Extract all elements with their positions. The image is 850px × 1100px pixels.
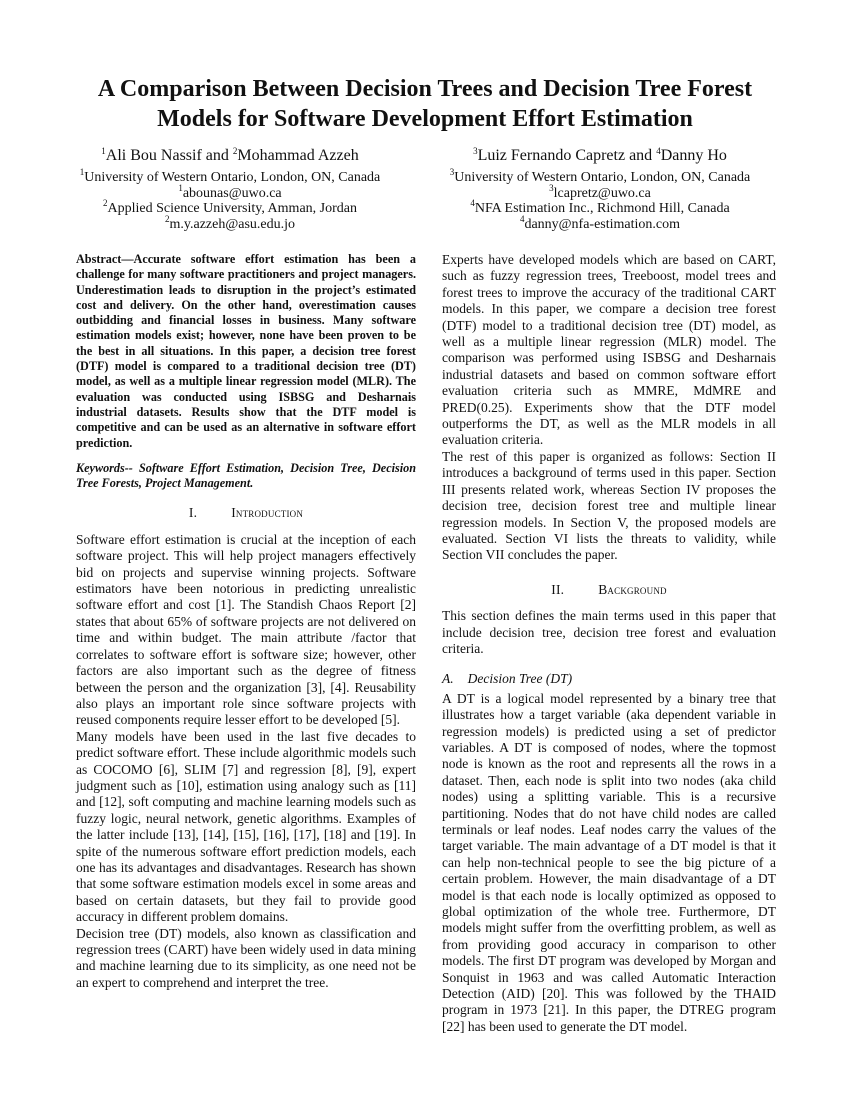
author-block-left xyxy=(70,146,390,232)
email-2: $^2$m.y.azzeh@asu.edu.jo xyxy=(165,213,295,232)
section-heading-introduction: I. Introduction xyxy=(188,505,304,521)
email-1: $^1$abounas@uwo.ca xyxy=(178,182,282,201)
affiliation-4: $^4$NFA Estimation Inc., Richmond Hill, Canada xyxy=(470,198,730,216)
page-title xyxy=(60,74,790,134)
decision-tree-paragraph: A DT is a logical model represented by a binary tree that illustrates how a target variable (aka dependent variable in regression models) is predicted using a set of predictor variables. A DT is composed of nodes, where the topmost node is known as the root and represents all the rows in a dataset. Then, each node is split into two nodes (aka child nodes) using a splitting variable. This is a recursive partitioning. Nodes that do not have child nodes are called terminals or leaf nodes. Leaf nodes carry the values of the target variable. The main advantage of a DT model is that it can help non-technical people to see the big picture of a certain problem. However, the main disadvantage of a DT model is that each node is locally optimized as opposed to global optimization of the whole tree. Furthermore, DT models might suffer from the overfitting problem, as well as from providing good accuracy in comparison to other models. The first DT program was developed by Morgan and Sonquist in 1963 and was called Automatic Interaction Detection (AID) [20]. This was followed by the THAID program in 1973 [21]. In this paper, the DTREG program [22] has been used to generate the DT model. xyxy=(442,690,776,1034)
background-intro-paragraph: This section defines the main terms used in this paper that include decision tree, decision tree forest and evaluation criteria. xyxy=(442,608,776,656)
intro-continued-paragraph: Experts have developed models which are based on CART, such as fuzzy regression trees, Treeboost, model trees and forest trees to improve the accuracy of the traditional CART models. In this paper, we compare a decision tree forest (DTF) model to a traditional decision tree (DT) model, as well as a multiple linear regression (MLR) model. The comparison was performed using ISBSG and Desharnais industrial datasets and based on common software effort evaluation criteria such as MMRE, MdMRE and PRED(0.25). Experiments show that the DTF model outperforms the DT, as well as the MLR models in all evaluation criteria. xyxy=(442,252,776,448)
affiliation-3: $^3$University of Western Ontario, London, ON, Canada xyxy=(449,167,751,185)
affiliation-2: $^2$Applied Science University, Amman, Jordan xyxy=(103,198,357,216)
keywords: Keywords-- Software Effort Estimation, Decision Tree, Decision Tree Forests, Project Management. xyxy=(76,460,416,491)
left-column xyxy=(76,252,416,991)
title-line-1: A Comparison Between Decision Trees and Decision Tree Forest xyxy=(97,76,753,102)
subsection-heading-decision-tree: A. Decision Tree (DT) xyxy=(442,671,573,687)
author-block-right xyxy=(440,146,760,232)
author-names-left: $^1$Ali Bou Nassif and $^2$Mohammad Azzeh xyxy=(101,146,359,164)
right-column xyxy=(442,252,776,1035)
abstract: Abstract—Accurate software effort estimation has been a challenge for many software practitioners and project managers. Underestimation leads to disruption in the project’s estimated cost and delivery. On the other hand, overestimation causes outbidding and financial losses in business. Many software estimation models exist; however, none have been proven to be the best in all situations. In this paper, a decision tree forest (DTF) model is compared to a traditional decision tree (DT) model, as well as a multiple linear regression model (MLR). The evaluation was conducted using ISBSG and Desharnais industrial datasets. Results show that the DTF model is competitive and can be used as an alternative in software effort prediction. xyxy=(76,252,416,450)
intro-continued-paragraph: The rest of this paper is organized as follows: Section II introduces a background of terms used in this paper. Section III presents related work, whereas Section IV proposes the decision tree, decision forest tree and multiple linear regression models. In Section V, the proposed models are evaluated. Section VI lists the threats to validity, while Section VII concludes the paper. xyxy=(442,448,776,563)
affiliation-1: $^1$University of Western Ontario, London, ON, Canada xyxy=(79,167,381,185)
section-heading-background: II. Background xyxy=(551,581,667,597)
email-3: $^3$lcapretz@uwo.ca xyxy=(549,182,651,201)
title-line-2: Models for Software Development Effort Estimation xyxy=(157,106,693,132)
intro-paragraph: Many models have been used in the last five decades to predict software effort. These include algorithmic models such as COCOMO [6], SLIM [7] and regression [8], [9], expert judgment such as [10], estimation using analogy such as [11] and [12], soft computing and machine learning models such as fuzzy logic, neural network, genetic algorithms. Examples of the latter include [13], [14], [15], [16], [17], [18] and [19]. In spite of the numerous software effort prediction models, each one has its advantages and disadvantages. Research has shown that some software estimation models excel in some areas and based on certain datasets, but they fail to provide good accuracy in different problem domains. xyxy=(76,728,416,925)
email-4: $^4$danny@nfa-estimation.com xyxy=(519,213,681,232)
author-names-right: $^3$Luiz Fernando Capretz and $^4$Danny Ho xyxy=(473,146,727,164)
intro-paragraph: Software effort estimation is crucial at the inception of each software project. This will help project managers effectively bid on projects and supervise winning projects. Software estimators have been notorious in predicting unrealistic software effort and cost [1]. The Standish Chaos Report [2] states that about 65% of software projects are not delivered on time and within budget. The main attribute /factor that correlates to software effort is software size; however, other factors are also important such as the degree of fitness between the person and the organization [3], [4]. Reusability also plays an important role since software projects with reused components require lesser effort to be developed [5]. xyxy=(76,531,416,728)
intro-paragraph: Decision tree (DT) models, also known as classification and regression trees (CART) have been widely used in data mining and machine learning due to its simplicity, as one need not be an expert to comprehend and interpret the tree. xyxy=(76,925,416,990)
